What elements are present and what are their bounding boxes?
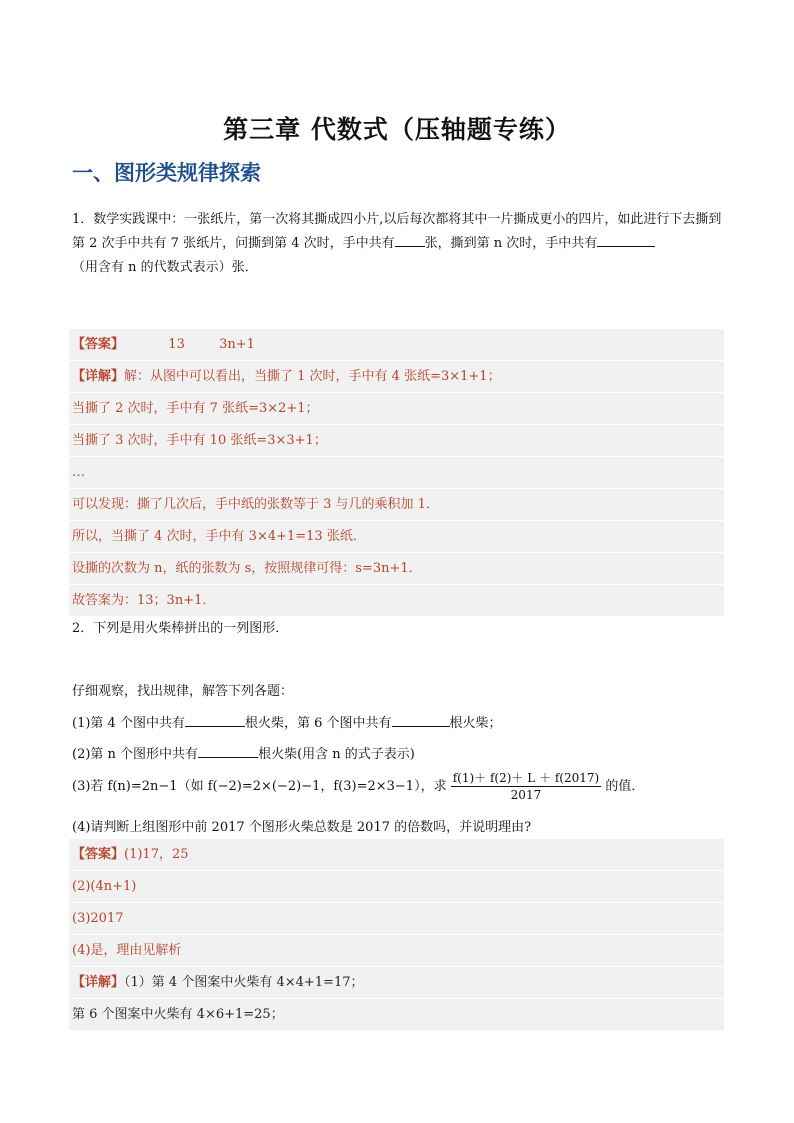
question-2-part-3: [72, 770, 644, 803]
q1-blank-2: [597, 232, 655, 247]
q1-text-part3: （用含有 n 的代数式表示）张．: [72, 260, 258, 275]
q2-p1-text-c: 根火柴；: [449, 716, 502, 731]
detail-tag: 【详解】: [72, 369, 125, 384]
question-2-part-1: [72, 712, 502, 731]
detail-line: [69, 967, 724, 999]
detail-line: 故答案为：13；3n+1．: [69, 585, 724, 617]
detail-line: 所以，当撕了 4 次时，手中有 3×4+1=13 张纸．: [69, 521, 724, 553]
detail-line: 设撕的次数为 n，纸的张数为 s，按照规律可得：s=3n+1．: [69, 553, 724, 585]
detail-line: 可以发现：撕了几次后，手中纸的张数等于 3 与几的乘积加 1．: [69, 489, 724, 521]
q2-blank-3: [198, 743, 258, 758]
detail-line: [69, 361, 724, 393]
answer-1-value-1: 13: [168, 337, 185, 352]
answer-1-line: [69, 329, 724, 361]
detail-line: 第 6 个图案中火柴有 4×6+1=25；: [69, 999, 724, 1031]
q2-blank-1: [185, 712, 245, 727]
question-2-part-2: [72, 743, 415, 762]
q2-p2-text-b: 根火柴(用含 n 的式子表示): [258, 747, 415, 762]
detail-text: （1）第 4 个图案中火柴有 4×4+1=17；: [124, 975, 364, 990]
page-title: 第三章 代数式（压轴题专练）: [223, 115, 571, 144]
q1-blank-1: [395, 232, 425, 247]
answer-tag: 【答案】: [72, 337, 125, 352]
q2-p3-text-a: (3)若 f(n)=2n−1（如 f(−2)=2×(−2)−1，f(3)=2×3−1），求: [72, 779, 447, 794]
answer-tag: 【答案】: [72, 847, 125, 862]
fraction-expression: [451, 770, 601, 803]
answer-2-part-3: (3)2017: [69, 903, 724, 935]
detail-line: 当撕了 3 次时，手中有 10 张纸=3×3+1；: [69, 425, 724, 457]
answer-2-box: [69, 839, 724, 1031]
answer-2-part-2: (2)(4n+1): [69, 871, 724, 903]
detail-text: 解：从图中可以看出，当撕了 1 次时，手中有 4 张纸=3×1+1；: [124, 369, 501, 384]
answer-1-box: [69, 329, 724, 617]
question-2-part-4: (4)请判断上组图形中前 2017 个图形火柴总数是 2017 的倍数吗，并说明理由?: [72, 820, 532, 835]
section-heading: 一、图形类规律探索: [72, 161, 261, 185]
detail-tag: 【详解】: [72, 975, 125, 990]
q1-text-part1: 1．数学实践课中：一张纸片，第一次将其撕成四小片,以后每次都将其中一片撕成更小的四片，如此进行下去撕到第 2 次手中共有 7 张纸片，问撕到第 4 次时，手中共有: [72, 212, 722, 251]
q2-p3-text-b: 的值．: [605, 779, 645, 794]
q2-p1-text-a: (1)第 4 个图中共有: [72, 716, 185, 731]
answer-2-part-4: (4)是，理由见解析: [69, 935, 724, 967]
question-1: [72, 208, 724, 280]
q2-blank-2: [392, 712, 450, 727]
q2-p2-text-a: (2)第 n 个图形中共有: [72, 747, 199, 762]
fraction-denominator: 2017: [510, 788, 542, 802]
answer-line: [69, 839, 724, 871]
detail-line: 当撕了 2 次时，手中有 7 张纸=3×2+1；: [69, 393, 724, 425]
question-2-observe: 仔细观察，找出规律，解答下列各题：: [72, 684, 294, 699]
fraction-numerator: f(1)＋ f(2)＋ L ＋ f(2017): [452, 771, 600, 785]
detail-line: …: [69, 457, 724, 489]
q1-text-part2: 张，撕到第 n 次时，手中共有: [424, 236, 598, 251]
answer-1-value-2: 3n+1: [219, 337, 255, 352]
question-2-intro: 2．下列是用火柴棒拼出的一列图形．: [72, 621, 289, 636]
answer-2-part-1: (1)17，25: [124, 847, 189, 862]
q2-p1-text-b: 根火柴，第 6 个图中共有: [244, 716, 392, 731]
